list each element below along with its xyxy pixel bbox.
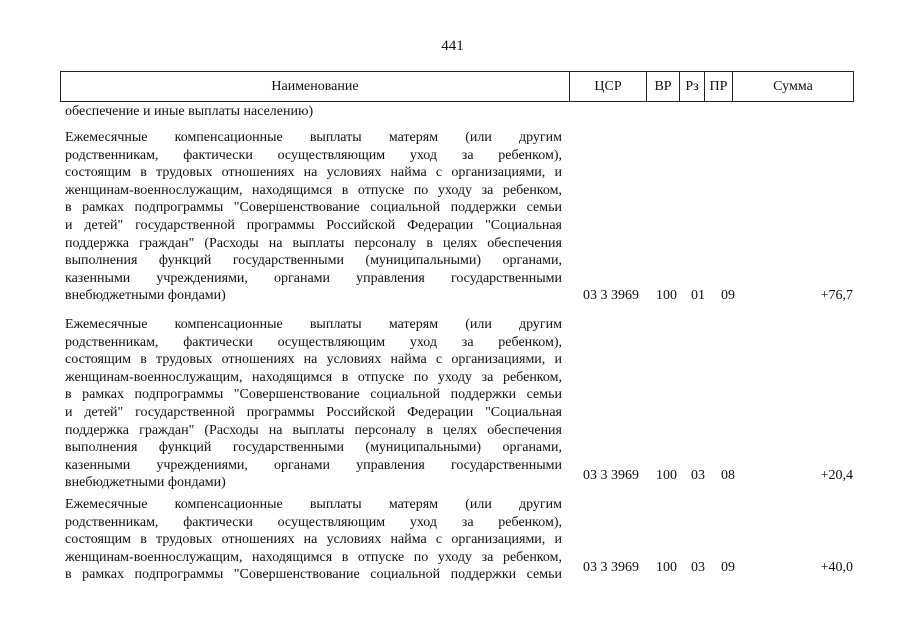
description-line: внебюджетными фондами) [65,288,226,304]
description-line: поддержка граждан" (Расходы на выплаты персоналу в целях обеспечения [65,235,562,251]
row-vr: 100 [656,560,677,575]
page-number: 441 [441,38,464,54]
description-line: Ежемесячные компенсационные выплаты матерям (или другим [65,317,562,332]
description-line: состоящим в трудовых отношениях на условиях найма с организациями, и [65,352,562,368]
row-description [65,316,562,492]
description-line: внебюджетными фондами) [65,475,226,491]
description-line: в рамках подпрограммы "Совершенствование социальной поддержки семьи [65,387,562,403]
row-sum: +40,0 [820,560,853,575]
description-line: Ежемесячные компенсационные выплаты матерям (или другим [65,497,562,512]
description-line: казенными учреждениями, органами управления государственными [65,457,562,473]
row-sum: +76,7 [820,288,853,303]
row-description [65,129,562,305]
header-sum: Сумма [773,78,813,94]
row-csr: 03 3 3969 [583,288,639,303]
table-header [60,71,854,102]
description-line: состоящим в трудовых отношениях на условиях найма с организациями, и [65,532,562,548]
description-line: казенными учреждениями, органами управления государственными [65,270,562,286]
description-line: и детей" государственной программы Российской Федерации "Социальная [65,217,562,233]
row-csr: 03 3 3969 [583,468,639,483]
description-line: выполнения функций государственными (муниципальными) органами, [65,440,562,456]
row-rz: 03 [691,468,705,483]
description-line: женщинам-военнослужащим, находящимся в отпуске по уходу за ребенком, [65,549,562,565]
header-name: Наименование [61,72,570,101]
description-line: женщинам-военнослужащим, находящимся в отпуске по уходу за ребенком, [65,182,562,198]
description-line: выполнения функций государственными (муниципальными) органами, [65,253,562,269]
row-sum: +20,4 [820,468,853,483]
description-line: в рамках подпрограммы "Совершенствование социальной поддержки семьи [65,567,562,583]
description-line: поддержка граждан" (Расходы на выплаты персоналу в целях обеспечения [65,422,562,438]
row-rz: 03 [691,560,705,575]
header-rz: Рз [680,72,705,101]
description-line: состоящим в трудовых отношениях на условиях найма с организациями, и [65,165,562,181]
row-rz: 01 [691,288,705,303]
description-line: и детей" государственной программы Российской Федерации "Социальная [65,404,562,420]
description-line: родственникам, фактически осуществляющим уход за ребенком), [65,514,562,530]
row-description [65,496,562,584]
description-line: в рамках подпрограммы "Совершенствование социальной поддержки семьи [65,200,562,216]
row-pr: 09 [721,560,735,575]
header-csr: ЦСР [570,72,647,101]
continuation-text: обеспечение и иные выплаты населению) [65,104,314,119]
description-line: женщинам-военнослужащим, находящимся в отпуске по уходу за ребенком, [65,369,562,385]
description-line: родственникам, фактически осуществляющим уход за ребенком), [65,334,562,350]
header-pr: ПР [705,72,733,101]
row-pr: 08 [721,468,735,483]
description-line: родственникам, фактически осуществляющим уход за ребенком), [65,147,562,163]
row-csr: 03 3 3969 [583,560,639,575]
row-vr: 100 [656,468,677,483]
description-line: Ежемесячные компенсационные выплаты матерям (или другим [65,130,562,145]
row-vr: 100 [656,288,677,303]
header-vr: ВР [647,72,680,101]
row-pr: 09 [721,288,735,303]
